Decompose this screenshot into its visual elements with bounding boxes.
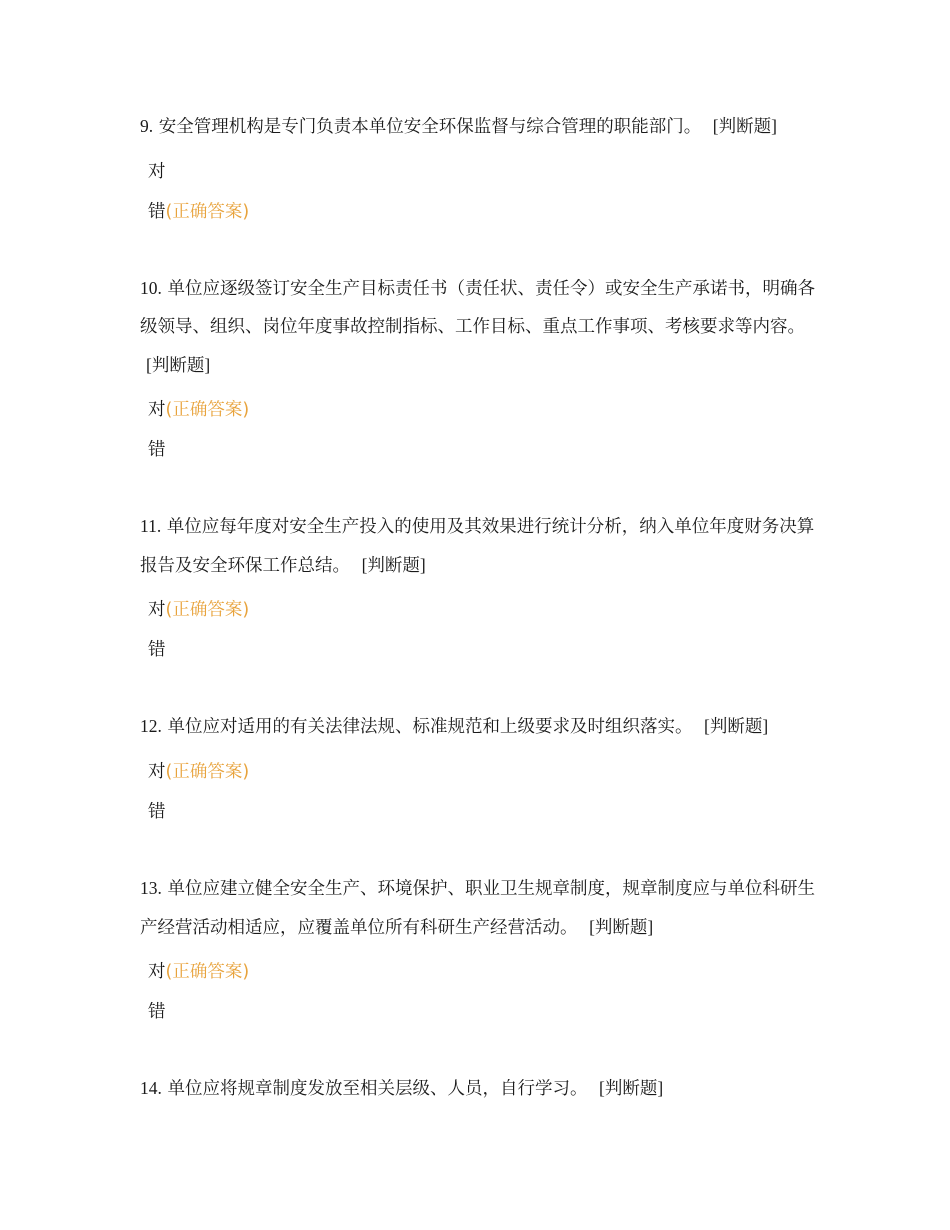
question-type-tag: [判断题] <box>589 917 654 937</box>
question-12 <box>140 707 820 746</box>
option-true <box>148 397 249 423</box>
question-type-tag: [判断题] <box>704 716 769 736</box>
question-9 <box>140 107 820 146</box>
question-number: 14. <box>140 1078 162 1098</box>
option-true <box>148 597 249 623</box>
question-text: 单位应每年度对安全生产投入的使用及其效果进行统计分析，纳入单位年度财务决算报告及安全环保工作总结。 <box>140 517 815 576</box>
question-10 <box>140 269 820 385</box>
option-false <box>148 799 166 825</box>
option-label: 错 <box>148 440 166 460</box>
option-label: 错 <box>148 640 166 660</box>
question-number: 9. <box>140 116 154 136</box>
option-label: 错 <box>148 802 166 822</box>
question-14 <box>140 1069 820 1108</box>
question-number: 12. <box>140 716 162 736</box>
option-label: 错 <box>148 1002 166 1022</box>
question-13 <box>140 869 820 947</box>
option-label: 对 <box>148 962 166 982</box>
question-type-tag: [判断题] <box>361 555 426 575</box>
question-type-tag: [判断题] <box>712 116 777 136</box>
question-text: 安全管理机构是专门负责本单位安全环保监督与综合管理的职能部门。 <box>158 117 702 137</box>
option-false <box>148 999 166 1025</box>
question-text: 单位应对适用的有关法律法规、标准规范和上级要求及时组织落实。 <box>167 717 693 737</box>
question-text: 单位应建立健全安全生产、环境保护、职业卫生规章制度，规章制度应与单位科研生产经营活动相适应，应覆盖单位所有科研生产经营活动。 <box>140 879 815 938</box>
question-type-tag: [判断题] <box>146 355 211 375</box>
option-true <box>148 759 249 785</box>
option-false <box>148 437 166 463</box>
option-label: 对 <box>148 600 166 620</box>
question-number: 13. <box>140 878 162 898</box>
option-true <box>148 159 166 185</box>
correct-answer-tag: (正确答案) <box>165 962 250 982</box>
option-false <box>148 637 166 663</box>
question-text: 单位应逐级签订安全生产目标责任书（责任状、责任令）或安全生产承诺书，明确各级领导、组织、岗位年度事故控制指标、工作目标、重点工作事项、考核要求等内容。 <box>140 279 815 337</box>
question-number: 10. <box>140 278 162 298</box>
option-false <box>148 199 249 225</box>
question-text: 单位应将规章制度发放至相关层级、人员，自行学习。 <box>167 1079 588 1099</box>
correct-answer-tag: (正确答案) <box>165 202 250 222</box>
option-label: 对 <box>148 400 166 420</box>
question-11 <box>140 507 820 585</box>
option-true <box>148 959 249 985</box>
question-type-tag: [判断题] <box>599 1078 664 1098</box>
correct-answer-tag: (正确答案) <box>165 600 250 620</box>
option-label: 错 <box>148 202 166 222</box>
correct-answer-tag: (正确答案) <box>165 400 250 420</box>
correct-answer-tag: (正确答案) <box>165 762 250 782</box>
option-label: 对 <box>148 162 166 182</box>
option-label: 对 <box>148 762 166 782</box>
question-number: 11. <box>140 516 162 536</box>
